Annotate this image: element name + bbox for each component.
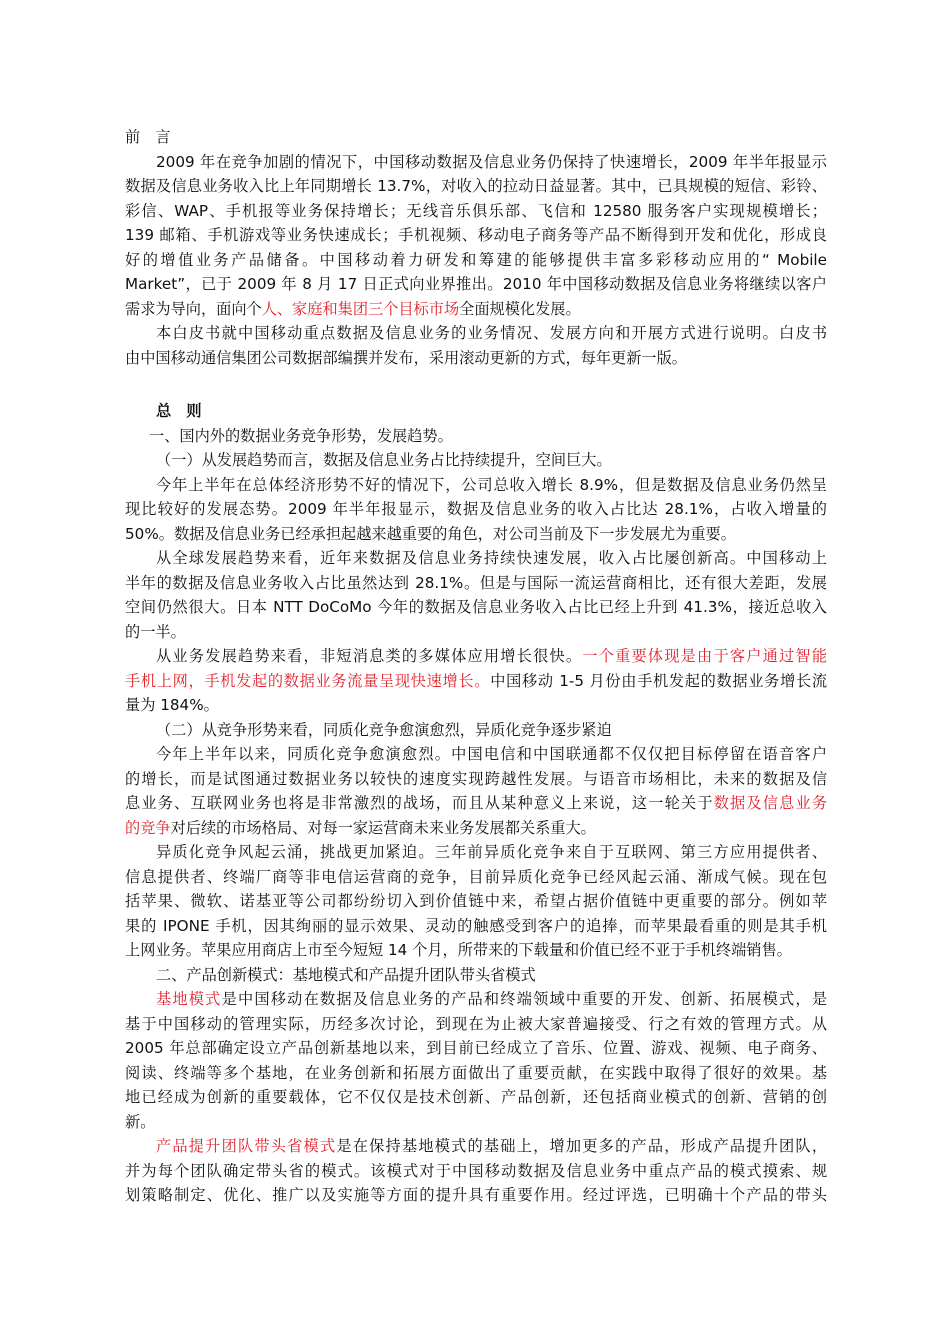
paragraph-line xyxy=(125,1134,827,1159)
paragraph-line: 基于中国移动的管理实际，历经多次讨论，到现在为止被大家普遍接受、行之有效的管理方式。从 xyxy=(125,1014,827,1033)
paragraph-line: 从全球发展趋势来看，近年来数据及信息业务持续快速发展，收入占比屡创新高。中国移动上 xyxy=(156,549,827,567)
preface-p1-text: 需求为导向，面向个 xyxy=(125,299,262,318)
highlight-text: 基地模式 xyxy=(156,990,222,1008)
highlight-text: 手机上网，手机发起的数据业务流量呈现快速增长。 xyxy=(125,671,491,690)
paragraph-line: 今年上半年在总体经济形势不好的情况下，公司总收入增长 8.9%，但是数据及信息业务仍然呈 xyxy=(156,475,827,494)
preface-p1-line: 数据及信息业务收入比上年同期增长 13.7%，对收入的拉动日益显著。其中，已具规模的短信、彩铃、 xyxy=(125,177,827,195)
paragraph-line: 阅读、终端等多个基地，在业务创新和拓展方面做出了重要贡献，在实践中取得了很好的效果。基 xyxy=(125,1063,827,1082)
highlight-text: 产品提升团队带头省模式 xyxy=(156,1137,337,1155)
general-section xyxy=(125,399,827,1208)
paragraph-line: 新。 xyxy=(125,1112,156,1131)
subsection-heading-1-1: （一）从发展趋势而言，数据及信息业务占比持续提升，空间巨大。 xyxy=(156,451,612,469)
paragraph-line: 2005 年总部确定设立产品创新基地以来，到目前已经成立了音乐、位置、游戏、视频、电子商务、 xyxy=(125,1039,827,1057)
paragraph-line: 半年的数据及信息业务收入占比虽然达到 28.1%。但是与国际一流运营商相比，还有很大差距，发展 xyxy=(125,573,827,592)
paragraph-text: 息业务、互联网业务也将是非常激烈的战场，而且从某种意义上来说，这一轮关于 xyxy=(125,794,714,812)
paragraph-line: 今年上半年以来，同质化竞争愈演愈烈。中国电信和中国联通都不仅仅把目标停留在语音客户 xyxy=(156,745,827,763)
paragraph-line: 果的 IPONE 手机，因其绚丽的显示效果、灵动的触感受到客户的追捧，而苹果最看重的则是其手机 xyxy=(125,916,827,935)
highlight-text: 的竞争 xyxy=(125,818,171,837)
highlight-text: 人、家庭和集团三个目标市场 xyxy=(261,299,460,318)
preface-section xyxy=(125,125,827,370)
preface-title: 前 言 xyxy=(125,128,171,146)
highlight-text: 数据及信息业务 xyxy=(713,794,827,812)
preface-p1-line xyxy=(125,297,827,322)
section-heading-1: 一、国内外的数据业务竞争形势，发展趋势。 xyxy=(149,426,453,445)
section-heading-2: 二、产品创新模式：基地模式和产品提升团队带头省模式 xyxy=(156,965,536,984)
paragraph-line: 空间仍然很大。日本 NTT DoCoMo 今年的数据及信息业务收入占比已经上升到 41.3%，接近总收入 xyxy=(125,598,827,616)
preface-p1-text: 全面规模化发展。 xyxy=(459,299,581,318)
preface-p2-line: 本白皮书就中国移动重点数据及信息业务的业务情况、发展方向和开展方式进行说明。白皮书 xyxy=(156,324,827,342)
paragraph-line xyxy=(125,816,827,841)
paragraph-text: 对后续的市场格局、对每一家运营商未来业务发展都关系重大。 xyxy=(170,818,596,837)
preface-p1-line: 好的增值业务产品储备。中国移动着力研发和筹建的能够提供丰富多彩移动应用的“ Mobile xyxy=(125,250,827,269)
preface-p2-line: 由中国移动通信集团公司数据部编撰并发布，采用滚动更新的方式，每年更新一版。 xyxy=(125,348,687,367)
paragraph-line: 上网业务。苹果应用商店上市至今短短 14 个月，所带来的下载量和价值已经不亚于手机终端销售。 xyxy=(125,941,792,959)
paragraph-line: 现比较好的发展态势。2009 年半年报显示，数据及信息业务的收入占比达 28.1%，占收入增量的 xyxy=(125,500,827,518)
paragraph-line xyxy=(125,987,827,1012)
paragraph-line: 划策略制定、优化、推广以及实施等方面的提升具有重要作用。经过评选，已明确十个产品的带头 xyxy=(125,1186,827,1204)
paragraph-line: 信息提供者、终端厂商等非电信运营商的竞争，目前异质化竞争已经风起云涌、渐成气候。现在包 xyxy=(125,867,827,886)
paragraph-line: 量为 184%。 xyxy=(125,696,219,714)
highlight-text: 一个重要体现是由于客户通过智能 xyxy=(582,647,827,665)
paragraph-line: 括苹果、微软、诺基亚等公司都纷纷切入到价值链中来，希望占据价值链中更重要的部分。例如苹 xyxy=(125,892,827,910)
subsection-heading-1-2: （二）从竞争形势来看，同质化竞争愈演愈烈，异质化竞争逐步紧迫 xyxy=(156,720,612,739)
preface-p1-line: 彩信、WAP、手机报等业务保持增长；无线音乐俱乐部、飞信和 12580 服务客户实现规模增长； xyxy=(125,201,827,220)
preface-p1-line: Market”，已于 2009 年 8 月 17 日正式向业界推出。2010 年中国移动数据及信息业务将继续以客户 xyxy=(125,275,827,293)
preface-p1-line: 139 邮箱、手机游戏等业务快速成长；手机视频、移动电子商务等产品不断得到开发和优化，形成良 xyxy=(125,226,827,244)
paragraph-text: 中国移动 1-5 月份由手机发起的数据业务增长流 xyxy=(490,671,827,690)
paragraph-line: 的一半。 xyxy=(125,622,186,641)
general-title: 总 则 xyxy=(156,402,202,420)
paragraph-line: 50%。数据及信息业务已经承担起越来越重要的角色，对公司当前及下一步发展尤为重要。 xyxy=(125,524,736,543)
paragraph-line xyxy=(125,791,827,816)
paragraph-text: 是在保持基地模式的基础上，增加更多的产品，形成产品提升团队， xyxy=(336,1137,827,1155)
paragraph-line: 地已经成为创新的重要载体，它不仅仅是技术创新、产品创新，还包括商业模式的创新、营销的创 xyxy=(125,1088,827,1106)
paragraph-line: 异质化竞争风起云涌，挑战更加紧迫。三年前异质化竞争来自于互联网、第三方应用提供者、 xyxy=(156,843,827,861)
paragraph-text: 从业务发展趋势来看，非短消息类的多媒体应用增长很快。 xyxy=(156,647,583,665)
paragraph-text: 是中国移动在数据及信息业务的产品和终端领域中重要的开发、创新、拓展模式，是 xyxy=(221,990,827,1008)
preface-p1-line: 2009 年在竞争加剧的情况下，中国移动数据及信息业务仍保持了快速增长，2009 年半年报显示 xyxy=(156,152,827,171)
paragraph-line: 的增长，而是试图通过数据业务以较快的速度实现跨越性发展。与语音市场相比，未来的数据及信 xyxy=(125,769,827,788)
paragraph-line xyxy=(125,644,827,669)
paragraph-line: 并为每个团队确定带头省的模式。该模式对于中国移动数据及信息业务中重点产品的模式摸索、规 xyxy=(125,1161,827,1180)
paragraph-line xyxy=(125,669,827,694)
